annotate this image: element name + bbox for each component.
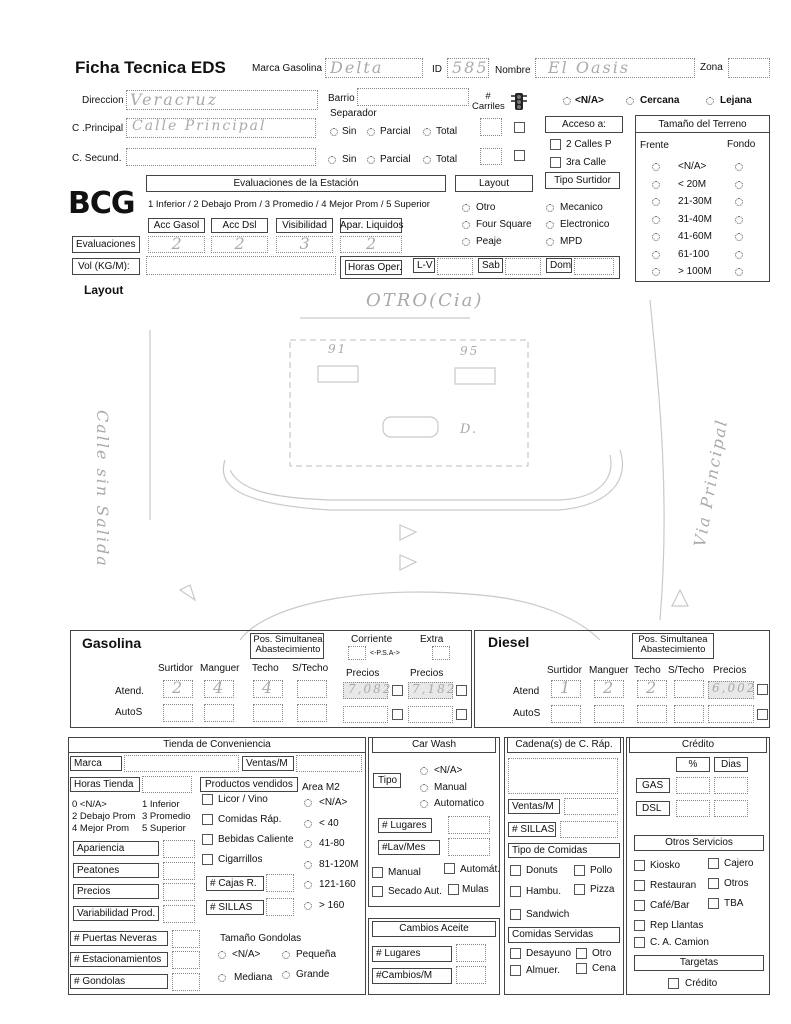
gas-pct-field[interactable] [676, 777, 710, 794]
dsl-autos-field[interactable] [674, 705, 704, 723]
c-secund-label: C. Secund. [72, 153, 122, 164]
credito-check[interactable] [668, 978, 679, 989]
gas-col-label: Techo [252, 663, 279, 674]
c-principal-label: C .Principal [72, 123, 124, 134]
product-label: Cigarrillos [218, 854, 263, 865]
gondola-mediana-radio[interactable] [218, 974, 226, 982]
gas-atend-label: Atend. [115, 686, 144, 697]
zona-label: Zona [700, 62, 723, 73]
cw-automat-label: Automát. [460, 864, 501, 875]
product-check[interactable] [202, 834, 213, 845]
gasolina-title: Gasolina [82, 635, 142, 651]
tres-calle-label: 3ra Calle [566, 157, 607, 168]
tienda-eval-label: Peatones [77, 864, 120, 876]
eval-title: Evaluaciones de la Estación [233, 178, 359, 189]
restauran-check[interactable] [634, 880, 645, 891]
tienda-sillas-field[interactable] [266, 898, 294, 916]
arrow-1 [400, 525, 416, 540]
hambu-label: Hambu. [526, 886, 562, 897]
horas-label: Horas Oper. [348, 262, 402, 273]
product-check[interactable] [202, 794, 213, 805]
credito-label: Crédito [685, 978, 718, 989]
marca-value: Delta [330, 58, 384, 77]
otro-comida-check[interactable] [576, 948, 587, 959]
tienda-marca-field[interactable] [124, 755, 239, 772]
cw-automat-check[interactable] [444, 863, 455, 874]
tienda-scale-6: 5 Superior [142, 823, 186, 834]
corriente-label: Corriente [351, 634, 393, 645]
gas-precio-corriente-check[interactable] [392, 685, 403, 696]
carwash-auto-label: Automatico [434, 798, 485, 809]
dsl-col-label: Techo [634, 665, 661, 676]
layout-opt-label: Otro [476, 202, 496, 213]
gas-atend-value: 4 [213, 678, 226, 697]
carwash-lugares-label: # Lugares [382, 820, 427, 831]
gas-col-label: S/Techo [292, 663, 329, 674]
tienda-marca-label: Marca [74, 758, 102, 769]
area-label: 81-120M [319, 858, 359, 870]
gas-atend-value: 4 [262, 678, 275, 697]
dsl-col-label: Surtidor [547, 665, 583, 676]
dsl-credit-label: DSL [642, 803, 662, 814]
vol-label: Vol (KG/M): [78, 261, 130, 272]
carwash-auto-radio[interactable] [420, 800, 428, 808]
dsl-atend-value: 2 [603, 678, 616, 697]
gondola-pequena-radio[interactable] [282, 951, 290, 959]
cajero-label: Cajero [724, 858, 754, 869]
productos-label: Productos vendidos [205, 779, 293, 790]
tienda-scale-1: 0 <N/A> [72, 799, 107, 810]
desayuno-label: Desayuno [526, 948, 572, 959]
gas-precios-extra-label: Precios [410, 668, 444, 679]
area-radio[interactable] [304, 820, 312, 828]
barrio-label: Barrio [328, 93, 355, 104]
principal-sin-label: Sin [342, 126, 357, 137]
direccion-value: Veracruz [130, 90, 219, 109]
sketch-label-via: Via Principal [690, 417, 732, 549]
cajas-field[interactable] [266, 874, 294, 892]
marca-label: Marca Gasolina [252, 63, 323, 74]
dom-label: Dom [550, 260, 572, 271]
aceite-cambios-field[interactable] [456, 966, 486, 984]
donuts-label: Donuts [526, 865, 558, 876]
tba-check[interactable] [708, 898, 719, 909]
secund-parcial-label: Parcial [380, 154, 411, 165]
dsl-col-label: Manguer [589, 665, 629, 676]
lav-label: #Lav/Mes [382, 842, 426, 853]
sketch-label-otro: OTRO(Cia) [366, 290, 484, 311]
extra-label: Extra [420, 634, 444, 645]
curb-inner [230, 455, 611, 500]
gas-dias-field[interactable] [714, 777, 748, 794]
sab-label: Sab [482, 260, 500, 271]
sketch-pump-b: 95 [460, 344, 480, 358]
horas-tienda-label: Horas Tienda [74, 779, 134, 790]
gas-credit-label: GAS [642, 780, 664, 791]
product-label: Licor / Vino [218, 794, 268, 805]
gas-autos-extra-check[interactable] [456, 709, 467, 720]
arrow-2 [400, 555, 416, 570]
cadena-sillas-field[interactable] [560, 821, 618, 838]
area-radio[interactable] [304, 902, 312, 910]
dsl-col-label: S/Techo [668, 665, 705, 676]
cafe-label: Café/Bar [650, 900, 690, 911]
gas-autos-field[interactable] [204, 704, 234, 722]
aceite-title: Cambios Aceite [399, 923, 469, 934]
otros-title: Otros Servicios [665, 837, 733, 848]
tamano-gondolas-label: Tamaño Gondolas [220, 933, 302, 944]
otros-check[interactable] [708, 878, 719, 889]
pct-label: % [688, 759, 698, 770]
nombre-label: Nombre [495, 65, 531, 76]
dias-label: Dias [720, 759, 741, 770]
camion-check[interactable] [634, 937, 645, 948]
diesel-title: Diesel [488, 634, 530, 650]
cadena-name-field[interactable] [508, 758, 618, 794]
sketch-label-calle: Calle sin Salida [93, 410, 112, 568]
tienda-scale-2: 1 Inferior [142, 799, 180, 810]
pump-island-c [383, 417, 438, 437]
direccion-label: Direccion [82, 95, 124, 106]
area-label: < 40 [319, 817, 339, 829]
gondola-mediana-label: Mediana [234, 972, 273, 983]
otros-label: Otros [724, 878, 749, 889]
dsl-atend-label: Atend [513, 686, 540, 697]
acceso-label: Acceso a: [562, 119, 606, 130]
dsl-autos-label: AutoS [513, 708, 541, 719]
sketch-pump-c: D. [460, 422, 479, 437]
gondola-grande-radio[interactable] [282, 971, 290, 979]
cw-secado-label: Secado Aut. [388, 886, 442, 897]
gas-autos-field[interactable] [253, 704, 283, 722]
carwash-na-radio[interactable] [420, 767, 428, 775]
eval-col-label: Acc Dsl [222, 220, 257, 231]
dsl-col-label: Precios [713, 665, 747, 676]
cena-label: Cena [592, 963, 616, 974]
otro-comida-label: Otro [592, 948, 612, 959]
cadena-title: Cadena(s) de C. Ráp. [515, 739, 613, 750]
psa-label: <-P.S.A-> [370, 650, 400, 657]
terreno-size-label: 31-40M [678, 213, 712, 225]
dsl-autos-field[interactable] [637, 705, 667, 723]
almuer-check[interactable] [510, 965, 521, 976]
dos-calles-label: 2 Calles P [566, 139, 612, 150]
rep-llantas-label: Rep Llantas [650, 920, 704, 931]
eval-value: 3 [299, 234, 312, 253]
eval-value: 2 [366, 234, 379, 253]
bcg-logo: BCG [68, 186, 135, 221]
frente-label: Frente [640, 140, 669, 151]
corriente-psa-field[interactable] [348, 646, 366, 660]
desayuno-check[interactable] [510, 948, 521, 959]
arrow-4 [672, 590, 688, 606]
terreno-size-label: < 20M [678, 178, 707, 190]
aceite-lugares-label: # Lugares [376, 948, 421, 959]
area-radio[interactable] [304, 840, 312, 848]
eval-col-label: Acc Gasol [153, 220, 200, 231]
carwash-lugares-field[interactable] [448, 816, 490, 834]
cadena-sillas-label: # SILLAS [512, 824, 555, 835]
pizza-check[interactable] [574, 884, 585, 895]
principal-total-label: Total [436, 126, 458, 137]
area-radio[interactable] [304, 799, 312, 807]
curb-line [223, 450, 622, 510]
tienda-eval-field[interactable] [163, 883, 195, 901]
eval-col-label: Apar. Liquidos [340, 220, 404, 231]
area-label: <N/A> [319, 797, 348, 808]
cw-manual-check[interactable] [372, 867, 383, 878]
tienda-eval-field[interactable] [163, 862, 195, 880]
carwash-na-label: <N/A> [434, 765, 463, 776]
gas-precio-extra-value: 7,182 [412, 682, 457, 696]
donuts-check[interactable] [510, 865, 521, 876]
terreno-size-label: 41-60M [678, 231, 712, 242]
gondolas-label: # Gondolas [74, 976, 126, 987]
arrow-3 [180, 585, 195, 600]
gas-precios-corriente-label: Precios [346, 668, 380, 679]
pollo-check[interactable] [574, 865, 585, 876]
gas-autos-field[interactable] [163, 704, 193, 722]
tienda-scale-4: 3 Promedio [142, 811, 191, 822]
carwash-manual-radio[interactable] [420, 784, 428, 792]
hambu-check[interactable] [510, 886, 521, 897]
surtidor-opt-label: Electronico [560, 219, 610, 230]
gas-col-label: Surtidor [158, 663, 194, 674]
targetas-title: Targetas [679, 957, 719, 968]
area-radio[interactable] [304, 881, 312, 889]
tienda-eval-field[interactable] [163, 905, 195, 923]
product-label: Comidas Ráp. [218, 814, 282, 825]
gondola-na-radio[interactable] [218, 951, 226, 959]
terreno-size-label: 61-100 [678, 248, 710, 260]
kiosko-label: Kiosko [650, 860, 681, 871]
area-label: 41-80 [319, 838, 345, 849]
terreno-size-label: <N/A> [678, 161, 707, 172]
separador-label: Separador [330, 108, 377, 119]
c-principal-value: Calle Principal [132, 118, 267, 134]
servidas-label: Comidas Servidas [512, 929, 594, 940]
tba-label: TBA [724, 898, 744, 909]
gondola-na-label: <N/A> [232, 949, 261, 960]
tienda-scale-3: 2 Debajo Prom [72, 811, 136, 822]
camion-label: C. A. Camion [650, 937, 709, 948]
carwash-title: Car Wash [411, 739, 457, 750]
area-label: > 160 [319, 899, 345, 911]
dsl-precio-check[interactable] [757, 684, 768, 695]
gas-autos-corriente-field[interactable] [343, 706, 388, 723]
sandwich-label: Sandwich [526, 909, 570, 920]
fondo-label: Fondo [727, 139, 756, 150]
tienda-sillas-label: # SILLAS [210, 902, 253, 913]
aceite-lugares-field[interactable] [456, 944, 486, 962]
surtidor-opt-label: MPD [560, 236, 583, 247]
carwash-manual-label: Manual [434, 782, 467, 793]
cw-mulas-check[interactable] [448, 884, 459, 895]
horas-tienda-field[interactable] [142, 776, 192, 793]
right-road [650, 300, 664, 620]
extra-psa-field[interactable] [432, 646, 450, 660]
aceite-cambios-label: #Cambios/M [376, 970, 433, 981]
evaluaciones-row-label: Evaluaciones [76, 239, 136, 250]
dsl-atend-value: 2 [646, 678, 659, 697]
dsl-atend-field[interactable] [674, 680, 704, 698]
kiosko-check[interactable] [634, 860, 645, 871]
cw-manual-label: Manual [388, 867, 421, 878]
product-check[interactable] [202, 814, 213, 825]
principal-parcial-label: Parcial [380, 126, 411, 137]
cajas-label: # Cajas R. [210, 878, 257, 889]
layout-opt-label: Four Square [476, 219, 532, 230]
area-radio[interactable] [304, 861, 312, 869]
product-check[interactable] [202, 854, 213, 865]
cajero-check[interactable] [708, 858, 719, 869]
na-label: <N/A> [575, 95, 604, 106]
cena-check[interactable] [576, 963, 587, 974]
tienda-eval-label: Precios [77, 886, 111, 897]
secund-total-label: Total [436, 154, 458, 165]
dsl-precio-value: 6,002 [712, 681, 757, 695]
restauran-label: Restauran [650, 880, 697, 891]
gas-atend-value: 2 [172, 678, 185, 697]
tienda-eval-label: Apariencia [77, 843, 125, 854]
neveras-label: # Puertas Neveras [74, 933, 157, 944]
sketch-title: Layout [84, 283, 124, 297]
gondola-pequena-label: Pequeña [296, 949, 337, 960]
terreno-size-label: > 100M [678, 266, 712, 277]
neveras-field[interactable] [172, 930, 200, 948]
gas-atend-field[interactable] [297, 680, 327, 698]
nombre-value: El Oasis [548, 58, 631, 77]
credito-title: Crédito [681, 739, 715, 750]
gas-autos-corriente-check[interactable] [392, 709, 403, 720]
pizza-label: Pizza [590, 884, 615, 895]
tienda-eval-label: Variabilidad Prod. [77, 907, 156, 919]
cw-mulas-label: Mulas [462, 884, 489, 895]
station-canopy [290, 340, 528, 466]
tipo-comidas-label: Tipo de Comidas [512, 845, 588, 856]
product-label: Bebidas Caliente [218, 834, 294, 845]
lav-field[interactable] [448, 838, 490, 856]
almuer-label: Almuer. [526, 965, 560, 976]
sandwich-check[interactable] [510, 909, 521, 920]
layout-title: Layout [478, 178, 510, 189]
gas-precio-corriente-value: 7,082 [348, 682, 393, 696]
tienda-ventas-field[interactable] [296, 755, 362, 772]
id-value: 585 [452, 58, 489, 77]
cadena-ventas-field[interactable] [564, 798, 618, 815]
page-title: Ficha Tecnica EDS [75, 58, 226, 77]
carwash-tipo-label: Tipo [378, 775, 398, 786]
surtidor-title: Tipo Surtidor [554, 175, 611, 186]
gondola-grande-label: Grande [296, 969, 330, 980]
area-label: 121-160 [319, 879, 356, 890]
terreno-title: Tamaño del Terreno [658, 119, 747, 130]
cw-secado-check[interactable] [372, 886, 383, 897]
lv-label: L-V [417, 260, 433, 271]
estac-field[interactable] [172, 951, 200, 969]
dsl-autos-field[interactable] [594, 705, 624, 723]
cafe-check[interactable] [634, 900, 645, 911]
gas-col-label: Manguer [200, 663, 240, 674]
pollo-label: Pollo [590, 865, 613, 876]
tienda-eval-field[interactable] [163, 840, 195, 858]
gas-pos-label: Pos. Simultanea Abastecimiento [253, 634, 323, 655]
dsl-dias-field[interactable] [714, 800, 748, 817]
area-label: Area M2 [302, 782, 340, 793]
gas-precio-extra-check[interactable] [456, 685, 467, 696]
tienda-ventas-label: Ventas/M [246, 758, 288, 769]
carriles-label: # Carriles [472, 91, 505, 112]
tienda-scale-5: 4 Mejor Prom [72, 823, 130, 834]
dsl-autos-precio-field[interactable] [708, 705, 754, 723]
surtidor-opt-label: Mecanico [560, 202, 603, 213]
tienda-title: Tienda de Conveniencia [163, 739, 271, 750]
cadena-ventas-label: Ventas/M [512, 801, 554, 812]
dsl-autos-field[interactable] [551, 705, 581, 723]
eval-value: 2 [234, 234, 247, 253]
dsl-pct-field[interactable] [676, 800, 710, 817]
dsl-atend-value: 1 [560, 678, 573, 697]
secund-sin-label: Sin [342, 154, 357, 165]
gas-autos-label: AutoS [115, 707, 143, 718]
terreno-size-label: 21-30M [678, 196, 712, 207]
layout-opt-label: Peaje [476, 236, 502, 247]
gas-autos-extra-field[interactable] [408, 706, 453, 723]
gas-autos-field[interactable] [297, 704, 327, 722]
rep-llantas-check[interactable] [634, 920, 645, 931]
pump-island-b [455, 368, 495, 384]
eval-col-label: Visibilidad [282, 220, 327, 231]
id-label: ID [432, 64, 442, 75]
sketch-pump-a: 91 [328, 342, 348, 356]
pump-island-a [318, 366, 358, 382]
gondolas-field[interactable] [172, 973, 200, 991]
dsl-autos-precio-check[interactable] [757, 709, 768, 720]
lejana-label: Lejana [720, 95, 752, 106]
estac-label: # Estacionamientos [74, 954, 162, 965]
eval-scale: 1 Inferior / 2 Debajo Prom / 3 Promedio / 4 Mejor Prom / 5 Superior [148, 199, 430, 210]
cercana-label: Cercana [640, 95, 680, 106]
dsl-pos-label: Pos. Simultanea Abastecimiento [638, 634, 708, 655]
eval-value: 2 [171, 234, 184, 253]
